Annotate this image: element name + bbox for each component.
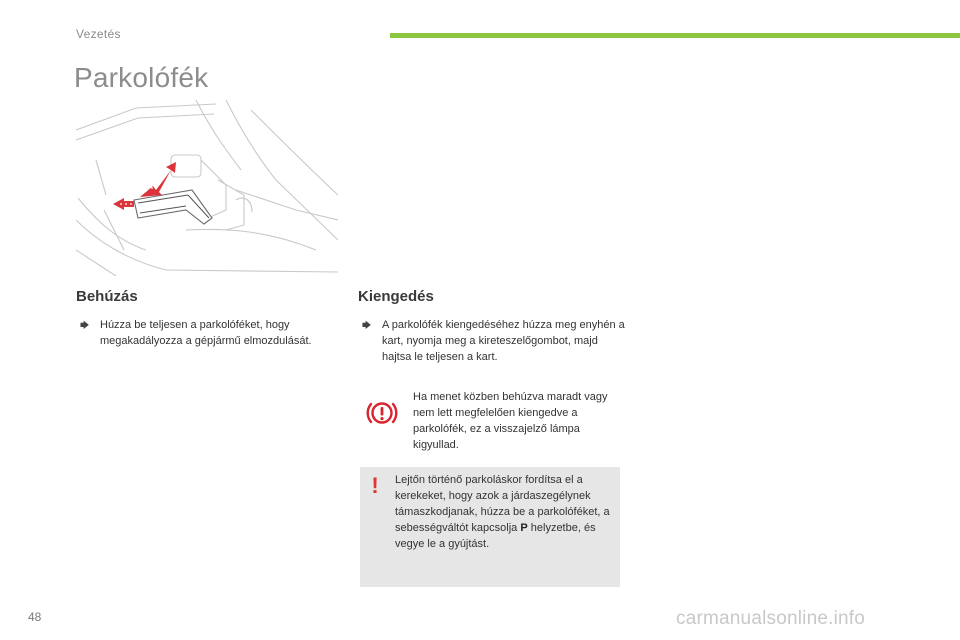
watermark-text: carmanualsonline.info	[676, 608, 866, 629]
header-accent-rule	[390, 33, 960, 38]
engage-section	[76, 288, 346, 349]
brake-warning-text: Ha menet közben behúzva maradt vagy nem lett megfelelően kiengedve a parkolófék, ez a visszajelző lámpa kigyullad.	[413, 391, 608, 451]
bullet-marker-icon: 🡆	[362, 320, 372, 330]
release-section	[358, 288, 628, 365]
warning-text-part: helyzetbe, és vegye le a gyújtást.	[395, 522, 596, 550]
handbrake-lever-illustration	[76, 100, 338, 276]
bullet-marker-icon: 🡆	[80, 320, 90, 330]
page-title: Parkolófék	[74, 62, 209, 93]
engage-bullet-text: Húzza be teljesen a parkolóféket, hogy megakadályozza a gépjármű elmozdulását.	[100, 319, 312, 347]
release-bullet-text: A parkolófék kiengedéséhez húzza meg enyhén a kart, nyomja meg a kireteszelőgombot, majd hajtsa le teljesen a kart.	[382, 319, 625, 363]
page-number: 48	[28, 610, 42, 624]
slope-parking-warning-box	[360, 467, 620, 587]
section-label: Vezetés	[76, 27, 121, 41]
brake-warning-icon	[366, 397, 398, 429]
gear-position-p: P	[520, 522, 528, 534]
release-heading: Kiengedés	[358, 288, 434, 305]
engage-heading: Behúzás	[76, 288, 138, 305]
warning-text-part: Lejtőn történő parkoláskor fordítsa el a kerekeket, hogy azok a járdaszegélynek támaszkodjanak, húzza be a parkolóféket, a sebességváltót kapcsolja	[395, 474, 610, 534]
brake-warning-note	[360, 389, 624, 455]
slope-parking-warning-text	[395, 472, 617, 552]
exclamation-warning-icon: !	[371, 473, 379, 498]
release-bullet	[358, 317, 628, 365]
engage-bullet	[76, 317, 346, 349]
